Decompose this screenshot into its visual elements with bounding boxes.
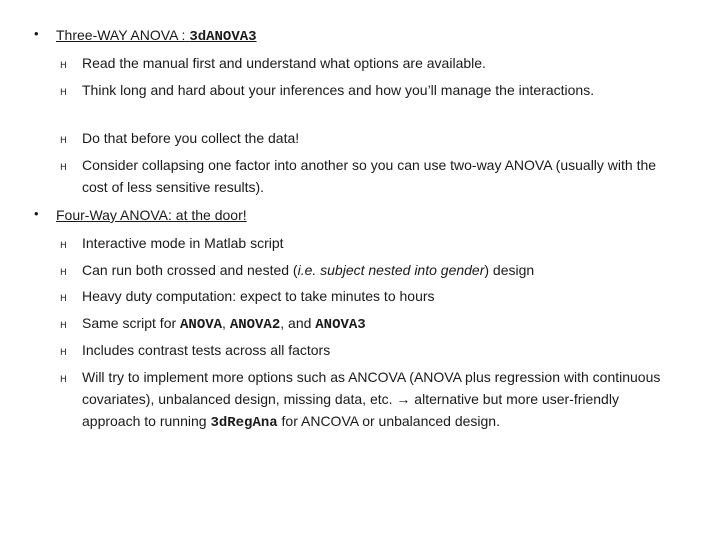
command-name: 3dRegAna [210, 415, 278, 431]
bullet-marker-icon: H [60, 88, 67, 98]
bullet-marker-icon: H [60, 348, 67, 358]
command-name: ANOVA2 [229, 317, 281, 333]
bullet-marker-icon: H [60, 241, 67, 251]
command-name: 3dANOVA3 [189, 29, 257, 45]
arrow-right-icon: → [396, 391, 411, 407]
bullet-marker-icon: H [60, 375, 67, 385]
bullet-marker-icon: H [60, 321, 67, 331]
slide: • Three-WAY ANOVA : 3dANOVA3 H Read the manual first and understand what options are available. H Think long and hard about your inferences and how you’ll manage the interactions. H Do that before you collect the data! H Consider collapsing one factor into another so you can use two-way ANOVA (usually with the cost of less sensitive results). • Four-Way ANOVA: at the door! H Interactive mode in Matlab script H Can run both crossed and nested (i.e. subject nested into gender) design H Heavy duty computation: expect to take minutes to hours H Same script for ANOVA, ANOVA2, and ANOVA3 H Includes contrast tests across all factors H Will try to implement more options such as ANCOVA (ANOVA plus regression with continuous covariates), unbalanced design, missing data, etc. → alternative but more user-friendly approach to running 3dRegAna for ANCOVA or unbalanced design. [34, 26, 661, 431]
bullet-icon: • [34, 206, 39, 221]
bullet-marker-icon: H [60, 294, 67, 304]
bullet-icon: • [34, 26, 39, 41]
bullet-marker-icon: H [60, 163, 67, 173]
bullet-marker-icon: H [60, 61, 67, 71]
bullet-marker-icon: H [60, 268, 67, 278]
section-title: Three-WAY ANOVA : 3dANOVA3 [56, 27, 257, 45]
command-name: ANOVA3 [315, 317, 366, 333]
command-name: ANOVA [180, 317, 223, 333]
section-title: Four-Way ANOVA: at the door! [56, 207, 247, 223]
bullet-marker-icon: H [60, 136, 67, 146]
